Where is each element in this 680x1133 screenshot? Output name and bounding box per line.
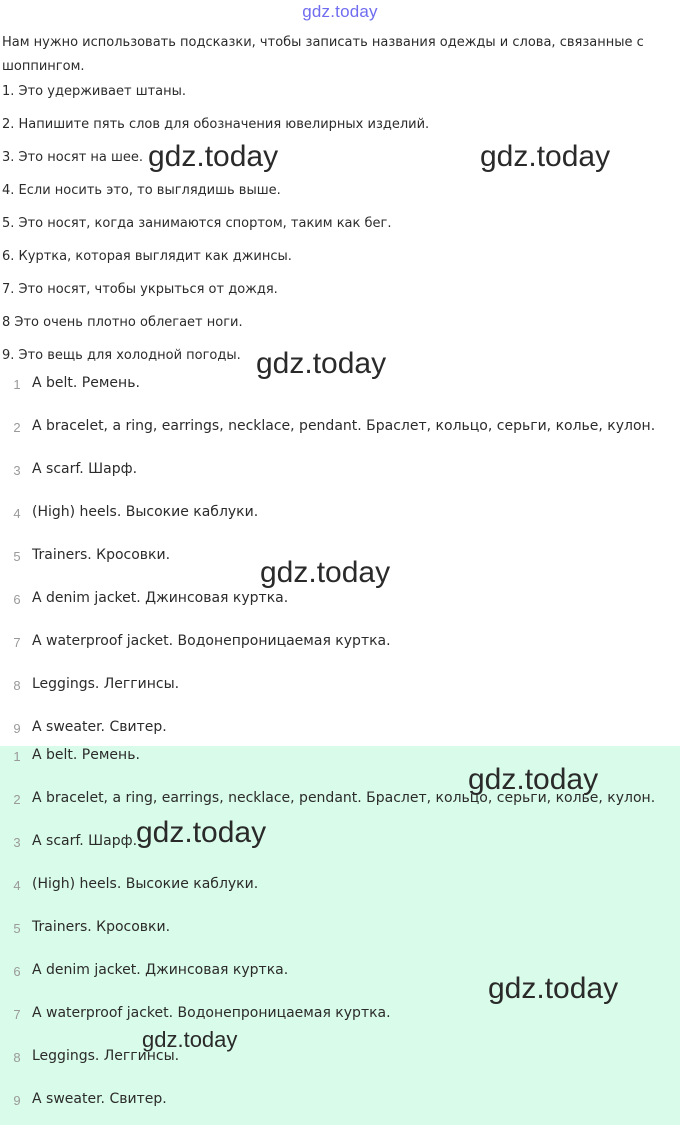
answer-text: A sweater. Свитер.: [32, 1091, 167, 1107]
answer-row: [0, 1004, 680, 1047]
answer-number: 5: [13, 921, 21, 936]
answer-list-highlighted: [0, 746, 680, 1125]
question-item: 7. Это носят, чтобы укрыться от дождя.: [2, 282, 278, 297]
answer-number: 6: [13, 964, 21, 979]
watermark: gdz.today: [480, 140, 611, 173]
question-list: [2, 82, 678, 379]
answer-number: 8: [13, 678, 21, 693]
answer-number: 5: [13, 549, 21, 564]
site-logo[interactable]: gdz.today: [302, 2, 378, 21]
answer-number: 6: [13, 592, 21, 607]
answer-text: (High) heels. Высокие каблуки.: [32, 876, 259, 892]
answer-number: 3: [13, 835, 21, 850]
answer-number: 9: [13, 1093, 21, 1108]
answer-number: 2: [13, 420, 21, 435]
question-item: 6. Куртка, которая выглядит как джинсы.: [2, 249, 292, 264]
answer-row: [0, 875, 680, 918]
question-item: 9. Это вещь для холодной погоды.: [2, 348, 241, 363]
answer-row: [0, 589, 680, 632]
answer-text: A sweater. Свитер.: [32, 719, 167, 735]
answer-number: 7: [13, 635, 21, 650]
answer-text: A belt. Ремень.: [32, 375, 140, 391]
answer-text: A bracelet, a ring, earrings, necklace, pendant. Браслет, кольцо, серьги, колье, кулон.: [32, 790, 656, 806]
answer-number: 4: [13, 506, 21, 521]
answer-text: A scarf. Шарф.: [32, 833, 138, 849]
answer-row: [0, 1047, 680, 1090]
answer-row: [0, 832, 680, 875]
answer-text: (High) heels. Высокие каблуки.: [32, 504, 259, 520]
watermark: gdz.today: [148, 140, 279, 173]
answer-number: 7: [13, 1007, 21, 1022]
task-intro: Нам нужно использовать подсказки, чтобы записать названия одежды и слова, связанные с шоппингом.: [2, 35, 644, 74]
question-item: 3. Это носят на шее.: [2, 150, 144, 165]
question-item: 4. Если носить это, то выглядишь выше.: [2, 183, 281, 198]
watermark: gdz.today: [468, 763, 599, 796]
answer-text: A denim jacket. Джинсовая куртка.: [32, 962, 289, 978]
watermark: gdz.today: [142, 1027, 238, 1052]
answer-row: [0, 374, 680, 417]
answer-text: Leggings. Леггинсы.: [32, 676, 180, 692]
watermark: gdz.today: [256, 347, 387, 380]
answer-text: Trainers. Кросовки.: [32, 919, 171, 935]
answer-number: 2: [13, 792, 21, 807]
answer-text: Leggings. Леггинсы.: [32, 1048, 180, 1064]
answer-row: [0, 503, 680, 546]
answer-text: A belt. Ремень.: [32, 747, 140, 763]
answer-number: 1: [13, 377, 21, 392]
answer-text: A bracelet, a ring, earrings, necklace, pendant. Браслет, кольцо, серьги, колье, кулон.: [32, 418, 656, 434]
answer-row: [0, 460, 680, 503]
answer-number: 1: [13, 749, 21, 764]
answer-row: [0, 675, 680, 718]
answer-number: 4: [13, 878, 21, 893]
answer-number: 9: [13, 721, 21, 736]
answer-text: A scarf. Шарф.: [32, 461, 138, 477]
question-item: 1. Это удерживает штаны.: [2, 84, 187, 99]
question-item: 5. Это носят, когда занимаются спортом, таким как бег.: [2, 216, 392, 231]
watermark: gdz.today: [488, 972, 619, 1005]
answer-row: [0, 417, 680, 460]
answer-row: [0, 632, 680, 675]
watermark: gdz.today: [260, 556, 391, 589]
watermark: gdz.today: [136, 816, 267, 849]
question-item: 8 Это очень плотно облегает ноги.: [2, 315, 243, 330]
answer-text: Trainers. Кросовки.: [32, 547, 171, 563]
question-item: 2. Напишите пять слов для обозначения ювелирных изделий.: [2, 117, 430, 132]
answer-text: A waterproof jacket. Водонепроницаемая куртка.: [32, 633, 391, 649]
answer-number: 8: [13, 1050, 21, 1065]
answer-text: A waterproof jacket. Водонепроницаемая куртка.: [32, 1005, 391, 1021]
answer-row: [0, 1090, 680, 1133]
answer-text: A denim jacket. Джинсовая куртка.: [32, 590, 289, 606]
answer-number: 3: [13, 463, 21, 478]
answer-row: [0, 918, 680, 961]
